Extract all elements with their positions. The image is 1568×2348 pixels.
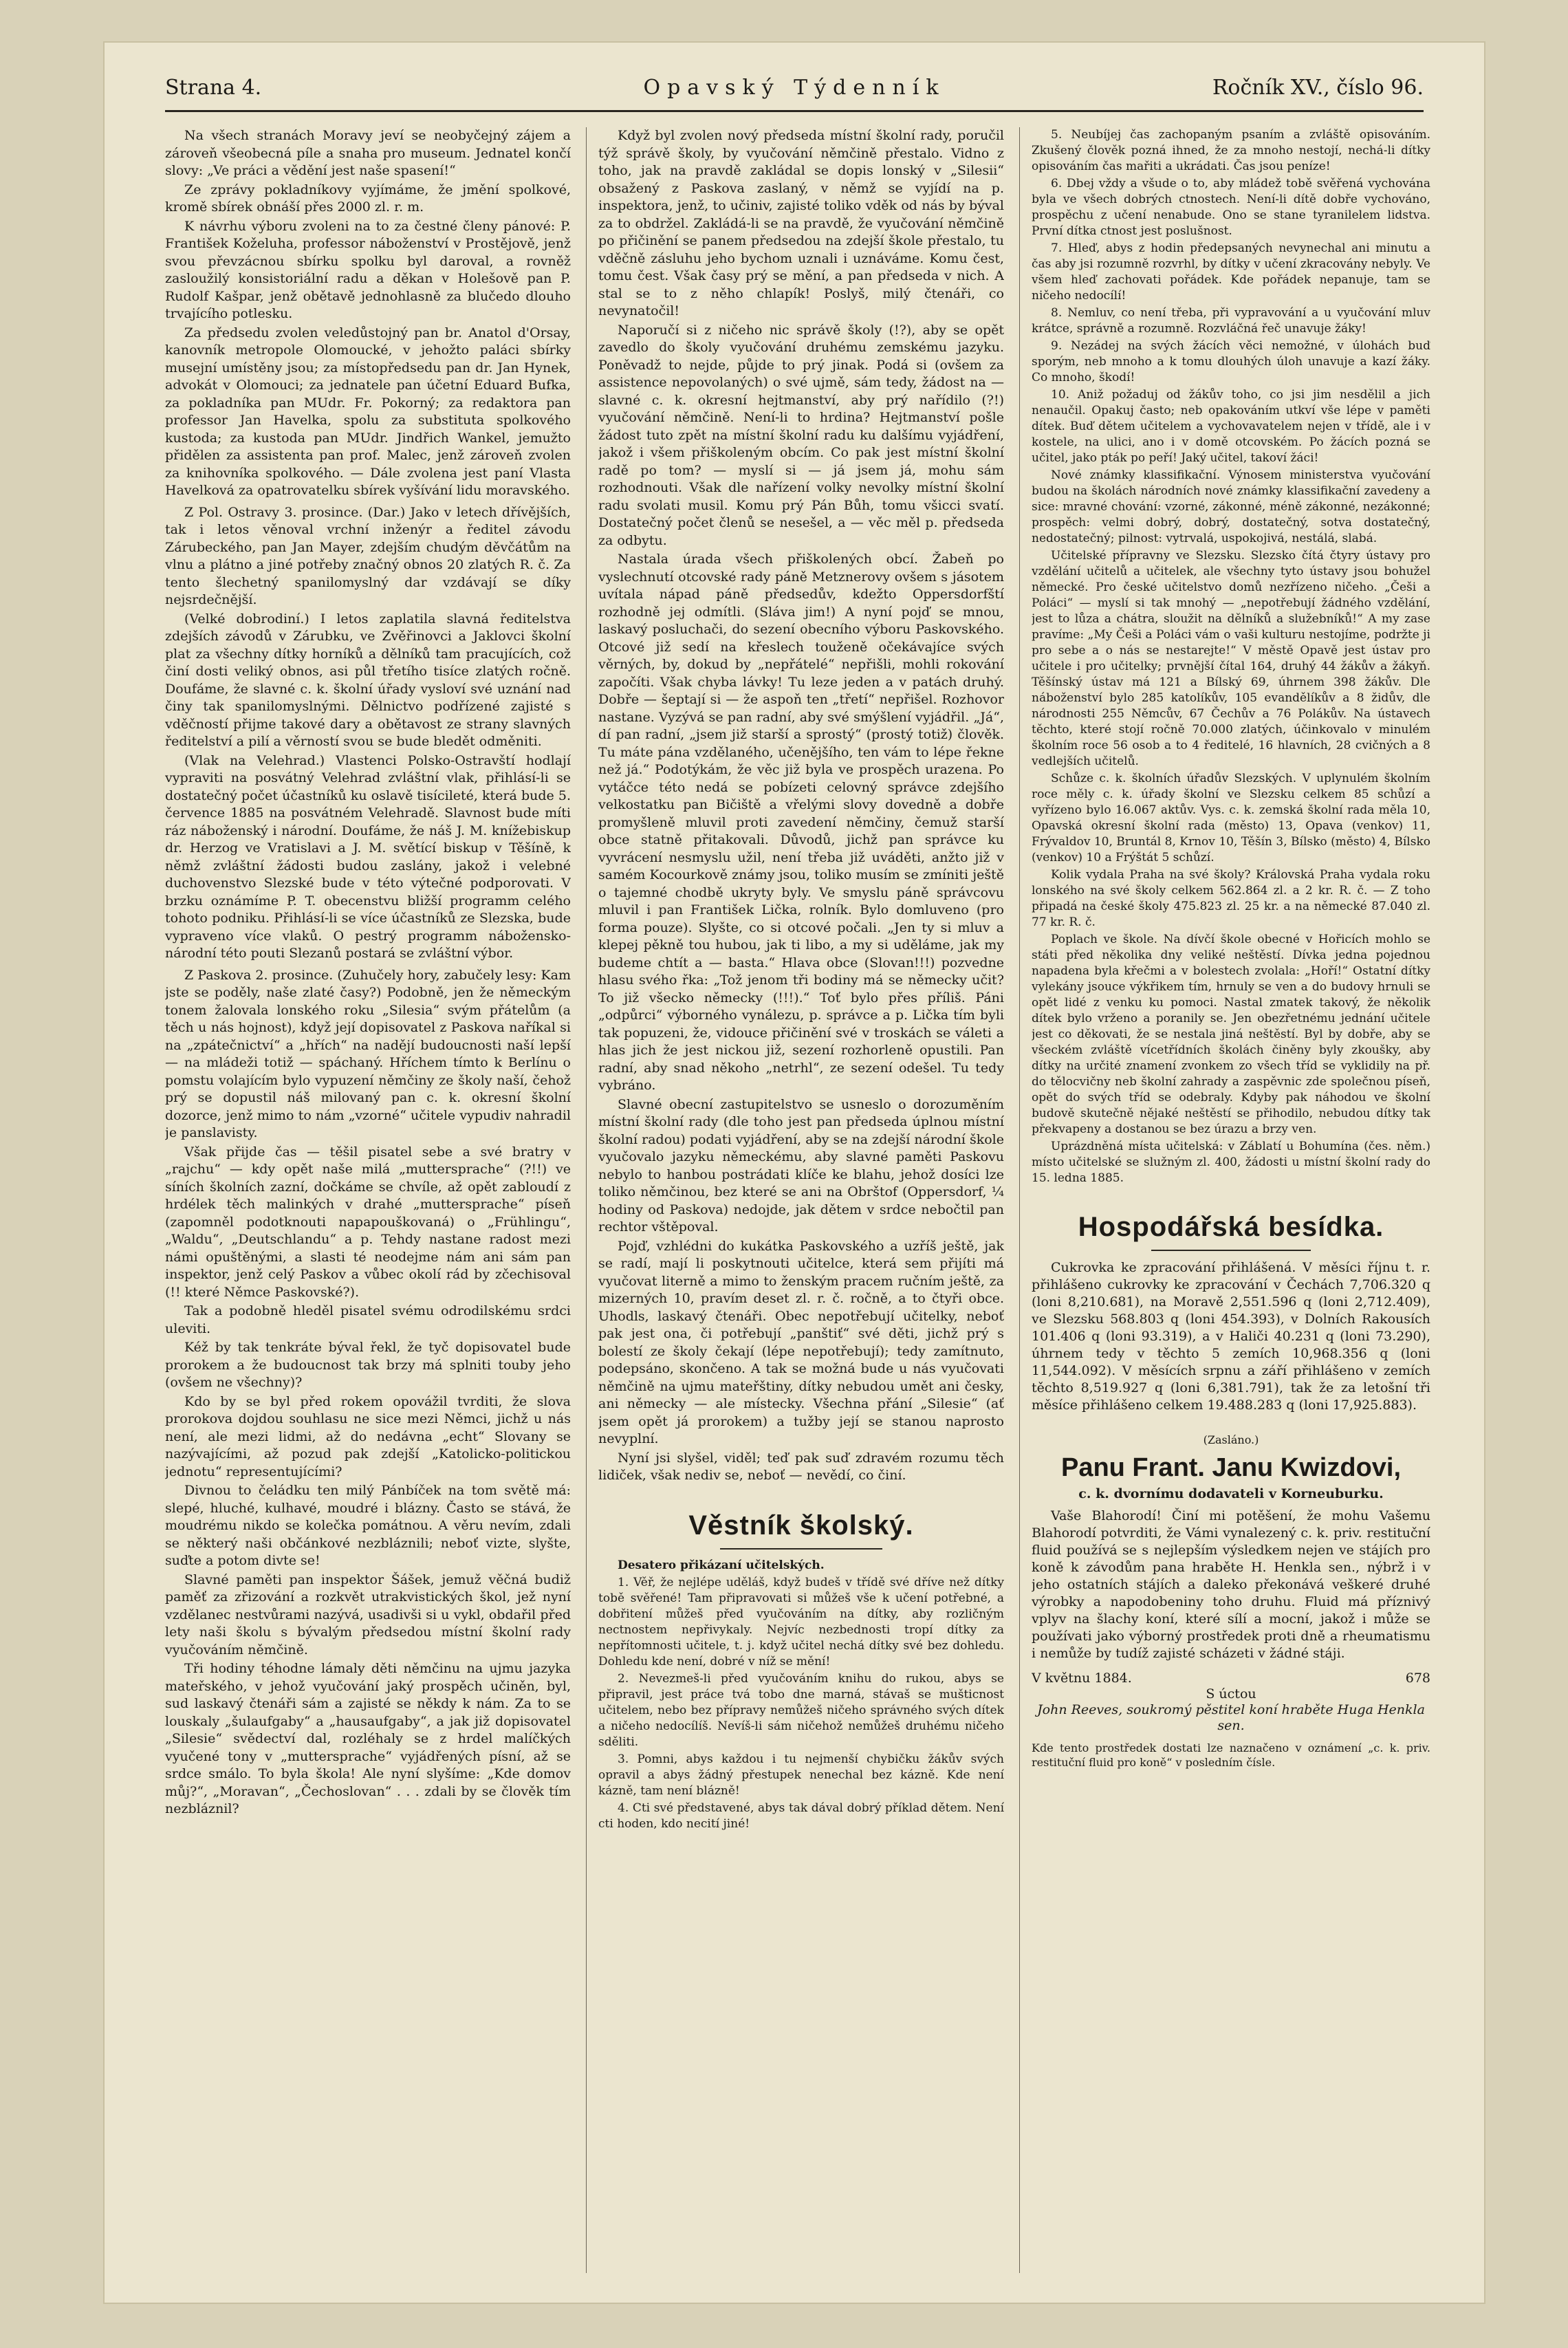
article-paragraph: Nové známky klassifikační. Výnosem ministerstva vyučování budou na školách národních nové známky klassifikační zavedeny a sice: mravné chování: vzorné, zákonné, méně zákonné, nezákonné; prospěch: velmi dobrý, dobrý, dostatečný, sotva dostatečný, nedostatečný; pilnost: vytrvalá, uspokojivá, nestálá, slabá. <box>1032 468 1430 545</box>
advert-signature-block <box>1032 1671 1430 1734</box>
article-paragraph: 6. Dbej vždy a všude o to, aby mládež tobě svěřená vychována byla ve všech dobrých ctnostech. Není-li dítě dobře vychováno, prospěchu z učení nenabude. Ono se stane tyranilelem lidstva. První dítka ctnost jest poslušnost. <box>1032 177 1430 238</box>
vestnik-item: 1. Věř, že nejlépe uděláš, když budeš v třídě své dříve než dítky tobě svěřené! Tam připravovati si můžeš vše k učení potřebné, a dobřitení můžeš před vyučováním na dítky, aby rozličným nectnostem nepřivykaly. Nejvíc nezbednosti tropí dítky za nepřítomnosti učitele, t. j. když učitel nechá dítky své bez dohledu. Dohledu kde není, dobré v níž se mění! <box>598 1575 1004 1668</box>
article-paragraph: (Vlak na Velehrad.) Vlastenci Polsko-Ostravští hodlají vypraviti na posvátný Velehrad zvláštní vlak, přihlásí-li se dostatečný počet účastníků ku oslavě tisícileté, která bude 5. července 1885 na posvátném Velehradě. Slavnost bude míti ráz náboženský i národní. Doufáme, že náš J. M. knížebiskup dr. Herzog ve Vratislavi a J. M. světící biskup v Těšíně, k němž zvláštní žádosti budou zaslány, jakož i velebné duchovenstvo Slezské bude v této výtečné podporovati. V brzku oznámíme P. T. obecenstvu bližší programm celého tohoto podniku. Přihlásí-li se více účastníků ze Slezska, bude vypraveno více vlaků. O pestrý programm nábožensko-národní této pouti Slezanů postará se zvláštní výbor. <box>165 752 571 961</box>
vestnik-item: 4. Cti své představené, abys tak dával dobrý příklad dětem. Není cti hoden, kdo necití jiné! <box>598 1801 1004 1831</box>
column-3 <box>1032 127 1430 2273</box>
vestnik-heading: Desatero přikázaní učitelských. <box>618 1558 825 1572</box>
article-paragraph: Když byl zvolen nový předseda místní školní rady, poručil týž správě školy, by vyučování němčině přestalo. Vidno z toho, jak na pravdě zakládal se dopis lonský v „Silesii“ obsažený z Paskova zaslaný, v němž se vyjídí na p. inspektora, jenž, to učiniv, zajisté toliko vděk od nás by býval za to obdržel. Zakládá-li se na pravdě, že vyučování němčině po přičinění se panem předsedou na zdejší škole přestalo, tu vděčně zásluhu jeho bychom uznali i uznáváme. Komu čest, tomu čest. Však časy prý se mění, a pan předseda v nich. A stal se to z něho chlapík! Poslyš, milý čtenáři, co nevynatočil! <box>598 128 1004 318</box>
section-title-besidka: Hospodářská besídka. <box>1078 1212 1384 1242</box>
section-divider <box>1151 1250 1311 1251</box>
advert-subtitle: c. k. dvornímu dodavateli v Korneuburku. <box>1078 1486 1384 1501</box>
column-2 <box>598 127 1004 2273</box>
page-number: Strana 4. <box>165 76 262 100</box>
vestnik-section <box>598 1558 1004 1832</box>
article-paragraph: Však přijde čas — těšil pisatel sebe a své bratry v „rajchu“ — kdy opět naše milá „muttersprache“ (?!!) ve síních školních zazní, dočkáme se chvíle, až opět zabloudí z hrdélek těch malinkých v drahé „muttersprache“ píseň (zapomněl podotknouti napapouškovaná) o „Frühlingu“, „Waldu“, „Deutschlandu“ a p. Tehdy nastane radost mezi námi opuštěnými, a slasti té neodejme nám ani sám pan inspektor, jenž celý Paskov a vůbec okolí rád by zčechisoval (!! které Němce Paskovské?). <box>165 1144 571 1300</box>
advert-paragraph: Vaše Blahorodí! Činí mi potěšení, že mohu Vašemu Blahorodí potvrditi, že Vámi vynalezený c. k. priv. restituční fluid používá se s nejlepším výsledkem nejen ve stájích pro koně k závodům pana hraběte H. Henkla sen., nýbrž i v jeho ostatních stájích a daleko překonává veškeré druhé výrobky a napodobeniny toho druhu. Fluid má příznivý vplyv na šlachy koní, které sílí a mocní, jakož i může se používati jako výborný prostředek proti dně a rheumatismu i nemůže by tudíž zajisté scházeti v žádné stáji. <box>1032 1508 1430 1661</box>
article-paragraph: 7. Hleď, abys z hodin předepsaných nevynechal ani minutu a čas aby jsi rozumně rozvrhl, by dítky v učení zkracovány nebyly. Ve všem hleď zachovati pořádek. Kde pořádek nepanuje, tam se ničeho nedocílí! <box>1032 241 1430 303</box>
article-paragraph: Naporučí si z ničeho nic správě školy (!?), aby se opět zavedlo do školy vyučování druhému zemskému jazyku. Poněvadž to nejde, půjde to prý jinak. Podá si (ovšem za assistence nepovolaných) o své ujmě, sám tedy, žádost na — slavné c. k. okresní hejtmanství, aby prý nařídilo (?!) vyučování němčině. Není-li to hrdina? Hejtmanství pošle žádost tuto zpět na místní školní radu ku dalšímu vyjádření, jakož i všem přiškoleným obcím. Co pak jest místní školní radě po tom? — myslí si — já jsem já, mohu sám rozhodnouti. Však dle nařízení volky nevolky místní školní radu svolati musil. Komu prý Pán Bůh, tomu všicci svatí. Dostatečný počet členů se nesešel, a — věc měl p. předseda za odbytu. <box>598 322 1004 548</box>
article-paragraph: Za předsedu zvolen veledůstojný pan br. Anatol d'Orsay, kanovník metropole Olomoucké, v jehožto paláci sbírky musejní umístěny jsou; za místopředsedu pan dr. Jan Hynek, advokát v Olomouci; za jednatele pan účetní Eduard Bufka, za pokladníka pan MUdr. Fr. Pokorný; za redaktora pan professor Jan Havelka, spolu za substituta spolkového kustoda; za kustoda pan MUdr. Jindřich Wankel, jemužto přidělen za assistenta pan prof. Malec, jenž zároveň zvolen za knihovníka spolkového. — Dále zvolena jest paní Vlasta Havelková za opatrovatelku sbírek vyšívání lidu moravského. <box>165 325 571 498</box>
column-divider <box>586 127 587 2273</box>
article-paragraph: K návrhu výboru zvoleni na to za čestné členy pánové: P. František Koželuha, professor náboženství v Prostějově, jenž svou převzácnou sbírku spolku byl daroval, a rovněž zasloužilý konsistoriální radu a děkan v Holešově pan P. Rudolf Kašpar, jenž obětavě jednohlasně za blučedo dlouho trvajícího potlesku. <box>165 218 571 321</box>
page-header <box>165 69 1424 112</box>
article-paragraph: Slavné obecní zastupitelstvo se usneslo o dorozuměním místní školní rady (dle toho jest pan předseda úplnou místní školní radou) podati vyjádření, aby se na zdejší národní škole vyučovalo jazyku německému, aby slavné paměti Paskovu nebylo to hanbou postrádati klíče ke blahu, jehož dosíci lze toliko němčinou, bez které se ani na Obrštof (Oppersdorf, ¼ hodiny od Paskova) nedojde, jak dětem v srdce nebočtil pan rechtor vštěpoval. <box>598 1096 1004 1235</box>
advert-date-row <box>1032 1671 1430 1686</box>
article-paragraph: Pojď, vzhlédni do kukátka Paskovského a uzříš ještě, jak se radí, mají li poskytnouti učitelce, která sem přijíti má vyučovat literně a mimo to ženským pracem ručním ještě, za mizerných 10, pravím deset zl. r. č. ročně, a to čtyři obce. Uhodls, laskavý čtenáři. Obec nepotřebují učitelky, neboť pak jest ona, či potřebují „panštiť“ své děti, jichž prý s bolestí ze školy čekají (lépe nepotřebují); tedy zamítnuto, podepsáno, skončeno. A tak se možná bude u nás vyučovati němčině na ujmu mateřštiny, dítky nebudou umět ani česky, ani německy — ale místecky. Všechna přání „Silesie“ (ať jsem opět já prorokem) a tužby její se stanou naprosto nevyplní. <box>598 1238 1004 1446</box>
issue-number: Ročník XV., číslo 96. <box>1212 76 1424 100</box>
article-paragraph: 9. Nezádej na svých žácích věci nemožné, v úlohách buď sporým, neb mnoho a k tomu dlouhých úloh unavuje a kazí žáky. Co mnoho, škodí! <box>1032 339 1430 384</box>
section-divider <box>720 1548 882 1550</box>
article-paragraph: Z Paskova 2. prosince. (Zuhučely hory, zabučely lesy: Kam jste se poděly, naše zlaté časy?) Podobně, jen že německým tonem žalovala lonského roku „Silesia“ svým přátelům (a těch u nás hojnost), když její dopisovatel z Paskova naříkal si na „zpátečnictví“ a „hřích“ na nadějí budoucnosti naší lepší — na mládeži totiž — spáchaný. Hříchem tímto k Berlínu o pomstu volajícím bylo vypuzení němčiny ze školy naší, čehož prý se dopustil náš milovaný pan c. k. okresní školní dozorce, jenž mimo to nám „vzorné“ učitele vypudiv nahradil je panslavisty. <box>165 967 571 1140</box>
column-1 <box>165 127 571 2273</box>
article-paragraph: Tak a podobně hleděl pisatel svému odrodilskému srdci uleviti. <box>165 1303 571 1336</box>
article-paragraph: 5. Neubíjej čas zachopaným psaním a zvláště opisováním. Zkušený člověk pozná ihned, že za mnoho nestojí, nechá-li dítky opisováním čas mařiti a ukrádati. Čas jsou peníze! <box>1032 128 1430 173</box>
article-paragraph: Z Pol. Ostravy 3. prosince. (Dar.) Jako v letech dřívějších, tak i letos věnoval vrchní inženýr a ředitel závodu Zárubeckého, pan Jan Mayer, zdejším chudým děvčátům na vlnu a plátno a jiné potřeby značný obnos 20 zlatých R. č. Za tento šlechetný spanilomyslný dar vzdávají se díky nejsrdečnější. <box>165 504 571 607</box>
section-title-vestnik: Věstník školský. <box>688 1510 914 1541</box>
besidka-text: Cukrovka ke zpracování přihlášená. V měsíci říjnu t. r. přihlášeno cukrovky ke zpracování v Čechách 7,706.320 q (loni 8,210.681), na Moravě 2,551.596 q (loni 2,712.409), ve Slezsku 568.803 q (loni 454.393), v Dolních Rakousích 101.406 q (loni 93.319), a v Haliči 40.231 q (loni 73.290), úhrnem tedy v těchto 5 zemích 10,968.356 q (loni 11,544.092). V měsících srpnu a září přihlášeno v zemích těchto 8,519.927 q (loni 6,381.791), tak že za letošní tři měsíce přihlášeno celkem 19.488.283 q (loni 17,925.883). <box>1032 1260 1430 1413</box>
zaslano-label: (Zasláno.) <box>1203 1433 1259 1446</box>
article-paragraph: Nyní jsi slyšel, viděl; teď pak suď zdravém rozumu těch lidiček, však nediv se, neboť — nevědí, co činí. <box>598 1450 1004 1483</box>
article-paragraph: Učitelské přípravny ve Slezsku. Slezsko čítá čtyry ústavy pro vzdělání učitelů a učitelek, ale všechny tyto ústavy jsou bohužel německé. Pro české učitelstvo domů nezřízeno ničeho. „Češi a Poláci“ — myslí si tak mnohý — „nepotřebují žádného vzdělání, jest to lůza a chátra, sloužit na dělníků a služebníků!“ A my zase pravíme: „My Češi a Poláci vám o vaši kulturu nestojíme, podržte ji pro sebe a o nás se nestarejte!“ V městě Opavě jest ústav pro učitele i pro učitelky; prvnější čítal 164, druhý 44 žákův a žákyň. Těšínský ústav má 121 a Bílský 69, úhrnem 398 žákův. Dle náboženství bylo 285 katolíkův, 105 evandělíkův a 8 židův, dle národnosti 255 Němcův, 67 Čechův a 76 Polákův. Na ústavech těchto, které stojí ročně 70.000 zlatých, účinkovalo v minulém školním roce 56 osob a to 4 ředitelé, 16 hlavních, 28 cvičných a 8 vedlejších učitelů. <box>1032 549 1430 768</box>
advert-greeting: S úctou <box>1206 1686 1256 1702</box>
article-paragraph: Na všech stranách Moravy jeví se neobyčejný zájem a zároveň všeobecná píle a snaha pro museum. Jednatel končí slovy: „Ve práci a vědění jest naše spasení!“ <box>165 128 571 178</box>
advert-title: Panu Frant. Janu Kwizdovi, <box>1060 1453 1402 1482</box>
article-paragraph: Uprázdněná místa učitelská: v Záblatí u Bohumína (čes. něm.) místo učitelské se služným zl. 400, žádosti u místní školní rady do 15. ledna 1885. <box>1032 1140 1430 1185</box>
advert-signature: John Reeves, soukromý pěstitel koní hraběte Huga Henkla sen. <box>1037 1702 1425 1733</box>
newspaper-title: Opavský Týdenník <box>643 76 946 100</box>
advert-body <box>1032 1508 1430 1662</box>
advert-date: V květnu 1884. <box>1032 1671 1132 1686</box>
article-paragraph: Ze zprávy pokladníkovy vyjímáme, že jmění spolkové, kromě sbírek obnáší přes 2000 zl. r. m. <box>165 182 571 215</box>
article-paragraph: Tři hodiny téhodne lámaly děti němčinu na ujmu jazyka mateřského, v jehož vyučování jaký prospěch učiněn, byl, sud laskavý čtenáři sám a zajisté se někdy k nám. Za to se louskaly „šulaufgaby“ a „hausaufgaby“, a jak již dopisovatel „Silesie“ svědectví dal, rozléhaly se z hrdel malíčkých vyučené tony v „muttersprache“ vyjádřených písní, až se srdce smálo. To byla škola! Ale nyní slyšíme: „Kde domov můj?“, „Moravan“, „Čechoslovan“ . . . zdali by se člověk tím nezbláznil? <box>165 1661 571 1816</box>
column-divider <box>1019 127 1020 2273</box>
article-paragraph: Slavné paměti pan inspektor Šášek, jemuž věčná budiž paměť za zřizování a rozkvět utrakvistických škol, jež nyní vzdělanec nestvůrami nazývá, usadivši si u vykl, obdařil před lety naši školu s bývalým předsedou místní školní rady vyučováním němčině. <box>165 1572 571 1657</box>
advert-number: 678 <box>1405 1671 1430 1686</box>
article-paragraph: (Velké dobrodiní.) I letos zaplatila slavná ředitelstva zdejších závodů v Zárubku, ve Zvěřinovci a Jaklovci školní plat za všechny dítky horníků a dělníků tam pracujících, což činí dosti veliký obnos, asi půl třetího tisíce zlatých ročně. Doufáme, že slavné c. k. školní úřady vysloví své uznání nad činy tak spanilomyslnými. Dělnictvo podřízené zajisté s vděčností přijme takové dary a obětavost ze strany slavných ředitelství a pilí a věrností svou se bude bledět odměniti. <box>165 611 571 749</box>
vestnik-item: 2. Nevezmeš-li před vyučováním knihu do rukou, abys se připravil, jest práce tvá tobo dne marná, stávaš se mušticnost učitelem, nebo bez přípravy nemůžeš ničeho správného svých dítek a ničeho nedocílíš. Nevíš-li sám ničehož nemůžeš druhému ničeho sděliti. <box>598 1671 1004 1749</box>
article-paragraph: Divnou to čeládku ten milý Pánbíček na tom světě má: slepé, hluché, kulhavé, moudré i blázny. Často se stává, že moudrému nikdo se kolečka pomátnou. A věru nevím, zdali se některý naši občánkové nezbláznili; neboť vizte, slyšte, suďte a potom divte se! <box>165 1483 571 1568</box>
article-paragraph: Nastala úrada všech přiškolených obcí. Žabeň po vyslechnutí otcovské rady páně Metznerovy ovšem s jásotem uvítala nápad páně předsedův, kdežto Oppersdorfští rozhodně jej odmítli. (Sláva jim!) A nyní pojď se mnou, laskavý posluchači, do sezení obecního výboru Paskovského. Otcové již sedí na křeslech touženě očekávajíce svých věrných, by, dokud by „nepřátelé“ nepřišli, mohli rokování započíti. Však chyba lávky! Tu leze jeden a v patách druhý. Dobře — šeptají si — že aspoň ten „třetí“ nepřišel. Rozhovor nastane. Vyzývá se pan radní, aby své smýšlení vyjádřil. „Já“, dí pan radní, „jsem již starší a sprostý“ (prostý totiž) člověk. Tu máte pána vzdělaného, učenějšího, ten vám to lépe řekne než já.“ Podotýkám, že věc již byla ve prospěch urazena. Po vytáčce této nedá se pobízeti celovný správce zdejšího velkostatku pan Bičiště a vřelými slovy dovedně a dobře promyšleně mluvil proti zavedení němčiny, čemuž starší obce statně přitakovali. Důvodů, jichž pan správce ku vyvrácení nesmyslu užil, není třeba již uváděti, anžto již v samém Kocourkově známy jsou, toliko musím se zmíniti ještě o tajemné chodbě ukryty byly. Ve smyslu páně správcovu mluvil i pan František Lička, rolník. Bylo domluveno (pro forma pouze). Slyšte, co si otcové počali. „Jen ty si mluv a klepej pěkně tou hubou, jak ti libo, a my si uděláme, jak my budeme chtít a — basta.“ Hlava obce (Slovan!!!) pozvedne hlasu svého řka: „Tož jenom tři bodiny má se německy učit? To již všecko německy (!!!).“ Toť bylo přes příliš. Páni „odpůrci“ výborného vynálezu, p. správce a p. Lička tím byli tak popuzeni, že, vidouce přičinění své v troskách se váleti a hlas jich že jest nickou již, sezení rozhorleně opustili. Pan radní, aby snad někoho „netrhl“, ze sezení odešel. Tu tedy vybráno. <box>598 552 1004 1093</box>
article-paragraph: 8. Nemluv, co není třeba, při vypravování a u vyučování mluv krátce, správně a rozumně. Rozvláčná řeč unavuje žáky! <box>1032 306 1430 336</box>
article-paragraph: Poplach ve škole. Na dívčí škole obecné v Hořicích mohlo se státi před několika dny veliké neštěstí. Dívka jedna pojednou napadena byla křečmi a v bolestech zvolala: „Hoří!“ Ostatní dítky vylekány jsouce výkřikem tím, hrnuly se ven a do budovy hrnuli se opět lidé z venku ku pomoci. Nastal zmatek takový, že několik dítek bylo vrženo a poranily se. Jen obezřetnému jednání učitele jest co děkovati, že se nestala jiná neštěstí. Byl by dobře, aby se všeckém zvláště vícetřídních školách činěny byly zkoušky, aby dítky na určité znamení zvonkem zo všech tříd se vyklidily na př. do tělocvičny neb školní zahrady a zaspěvnic zde společnou píseň, opět do svých tříd se odebraly. Kdyby pak náhodou ve školní budově skutečně nějaké neštěstí se přihodilo, nebudou dítky tak překvapeny a dostanou se bez úrazu a brzy ven. <box>1032 933 1430 1136</box>
article-paragraph: 10. Aniž požaduj od žákův toho, co jsi jim nesdělil a jich nenaučil. Opakuj často; neb opakováním utkví vše lépe v paměti dítek. Buď dětem učitelem a vychovavatelem nejen v třídě, ale i v kostele, na ulici, ano i v domě otcovském. Po žácích pozná se učitel, jako pták po peří! Jaký učitel, takoví žáci! <box>1032 388 1430 465</box>
article-paragraph: Schůze c. k. školních úřadův Slezských. V uplynulém školním roce měly c. k. úřady školní ve Slezsku celkem 85 schůzí a vyřízeno bylo 16.067 aktův. Vys. c. k. zemská školní rada měla 10, Opavská okresní školní rada (město) 13, Opava (venkov) 11, Frývaldov 10, Bruntál 8, Krnov 10, Těšín 3, Bílsko (město) 4, Bílsko (venkov) 10 a Frýštát 5 schůzí. <box>1032 772 1430 865</box>
advert-footer: Kde tento prostředek dostati lze naznačeno v oznámení „c. k. priv. restituční fluid pro koně“ v posledním čísle. <box>1032 1741 1430 1769</box>
article-paragraph: Kolik vydala Praha na své školy? Královská Praha vydala roku lonského na své školy celkem 562.864 zl. a 2 kr. R. č. — Z toho připadá na české školy 475.823 zl. 25 kr. a na německé 87.040 zl. 77 kr. R. č. <box>1032 868 1430 929</box>
vestnik-item: 3. Pomni, abys každou i tu nejmenší chybičku žákův svých opravil a abys žádný přestupek nenechal bez kázně. Kde není kázně, tam není blázně! <box>598 1752 1004 1798</box>
newspaper-page <box>103 41 1485 2304</box>
article-paragraph: Kdo by se byl před rokem opovážil tvrditi, že slova prorokova dojdou souhlasu ne sice mezi Němci, jichž u nás není, ale mezi lidmi, až do nedávna „echt“ Slovany se nazývajícími, až pozud pak zdejší „Katolicko-politickou jednotu“ representujícími? <box>165 1393 571 1479</box>
article-paragraph: Kéž by tak tenkráte býval řekl, že tyč dopisovatel bude prorokem a že budoucnost tak brzy má splniti touby jeho (ovšem ne všechny)? <box>165 1340 571 1390</box>
